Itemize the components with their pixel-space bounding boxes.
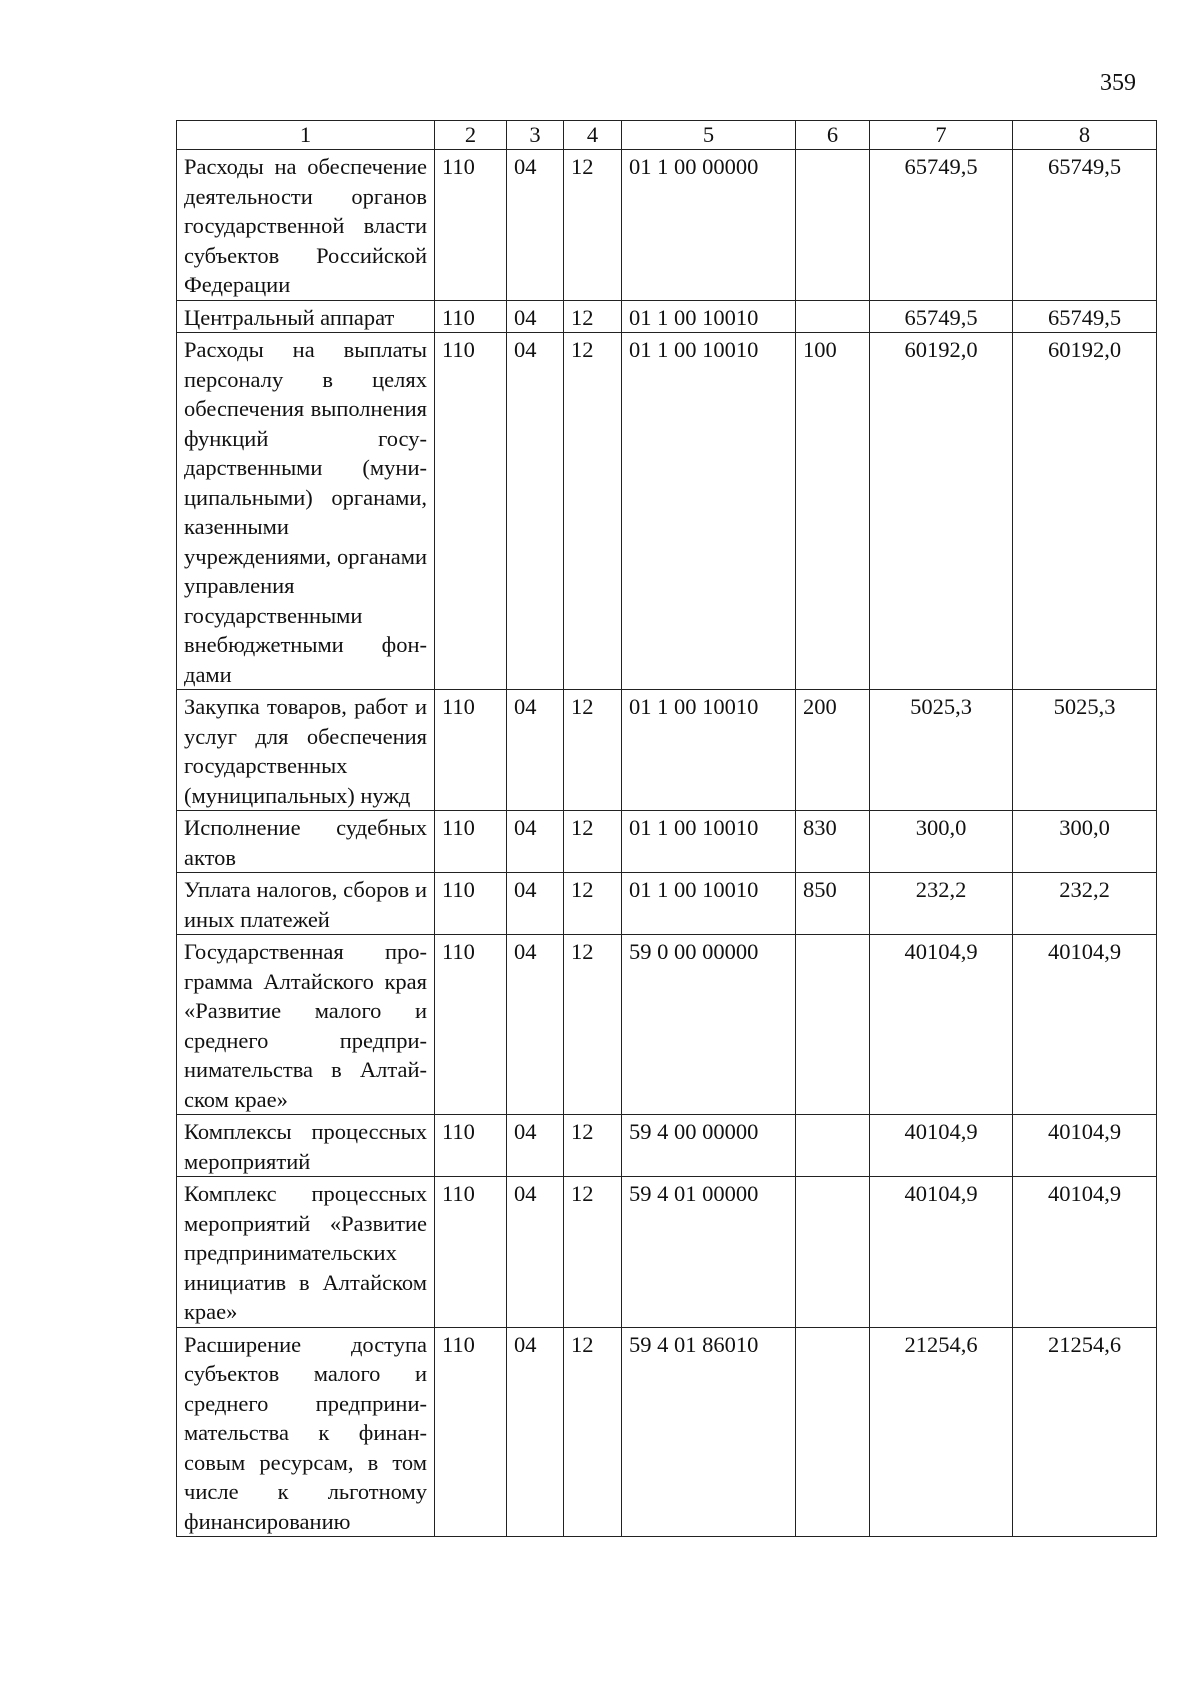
subsection-code: 12 xyxy=(564,935,622,1115)
section-code: 04 xyxy=(507,690,564,811)
expense-type-code xyxy=(796,1115,870,1177)
header-cell: 7 xyxy=(870,121,1013,150)
header-cell: 6 xyxy=(796,121,870,150)
amount-col-7: 40104,9 xyxy=(870,1177,1013,1328)
target-article-code: 01 1 00 10010 xyxy=(622,333,796,690)
expense-type-code xyxy=(796,1327,870,1537)
amount-col-8: 5025,3 xyxy=(1013,690,1157,811)
expense-type-code: 200 xyxy=(796,690,870,811)
ministry-code: 110 xyxy=(435,150,507,301)
subsection-code: 12 xyxy=(564,1115,622,1177)
amount-col-8: 232,2 xyxy=(1013,873,1157,935)
page-number: 359 xyxy=(1100,70,1136,96)
amount-col-8: 40104,9 xyxy=(1013,1115,1157,1177)
row-name: Центральный аппарат xyxy=(177,300,435,333)
target-article-code: 01 1 00 10010 xyxy=(622,690,796,811)
row-name: Уплата налогов, сборов и иных платежей xyxy=(177,873,435,935)
subsection-code: 12 xyxy=(564,333,622,690)
amount-col-7: 300,0 xyxy=(870,811,1013,873)
amount-col-8: 21254,6 xyxy=(1013,1327,1157,1537)
section-code: 04 xyxy=(507,935,564,1115)
subsection-code: 12 xyxy=(564,690,622,811)
amount-col-7: 40104,9 xyxy=(870,935,1013,1115)
ministry-code: 110 xyxy=(435,1327,507,1537)
budget-table xyxy=(176,120,1157,1537)
table-row xyxy=(177,1177,1157,1328)
amount-col-7: 21254,6 xyxy=(870,1327,1013,1537)
table-row xyxy=(177,150,1157,301)
expense-type-code: 100 xyxy=(796,333,870,690)
target-article-code: 01 1 00 10010 xyxy=(622,873,796,935)
ministry-code: 110 xyxy=(435,690,507,811)
section-code: 04 xyxy=(507,1115,564,1177)
target-article-code: 01 1 00 10010 xyxy=(622,811,796,873)
section-code: 04 xyxy=(507,1327,564,1537)
subsection-code: 12 xyxy=(564,1177,622,1328)
expense-type-code xyxy=(796,150,870,301)
header-cell: 8 xyxy=(1013,121,1157,150)
table-row xyxy=(177,811,1157,873)
header-cell: 3 xyxy=(507,121,564,150)
table-row xyxy=(177,1327,1157,1537)
target-article-code: 59 4 00 00000 xyxy=(622,1115,796,1177)
row-name: Исполнение судебных актов xyxy=(177,811,435,873)
amount-col-7: 65749,5 xyxy=(870,150,1013,301)
amount-col-7: 5025,3 xyxy=(870,690,1013,811)
row-name: Комплексы процессных мероприятий xyxy=(177,1115,435,1177)
amount-col-8: 40104,9 xyxy=(1013,935,1157,1115)
table-row xyxy=(177,935,1157,1115)
row-name: Государственная программа Алтайского края «Развитие малого и среднего предпринимательства в Алтайском крае» xyxy=(177,935,435,1115)
subsection-code: 12 xyxy=(564,150,622,301)
header-cell: 1 xyxy=(177,121,435,150)
table-row xyxy=(177,1115,1157,1177)
target-article-code: 01 1 00 10010 xyxy=(622,300,796,333)
subsection-code: 12 xyxy=(564,873,622,935)
header-cell: 5 xyxy=(622,121,796,150)
amount-col-7: 40104,9 xyxy=(870,1115,1013,1177)
section-code: 04 xyxy=(507,300,564,333)
amount-col-8: 40104,9 xyxy=(1013,1177,1157,1328)
expense-type-code xyxy=(796,1177,870,1328)
section-code: 04 xyxy=(507,1177,564,1328)
table-header-row xyxy=(177,121,1157,150)
ministry-code: 110 xyxy=(435,300,507,333)
subsection-code: 12 xyxy=(564,1327,622,1537)
table-row xyxy=(177,873,1157,935)
subsection-code: 12 xyxy=(564,811,622,873)
expense-type-code: 830 xyxy=(796,811,870,873)
section-code: 04 xyxy=(507,873,564,935)
ministry-code: 110 xyxy=(435,935,507,1115)
table-row xyxy=(177,300,1157,333)
row-name: Расширение доступа субъектов малого и среднего предпринимательства к финансовым ресурсам, в том числе к льготному финансированию xyxy=(177,1327,435,1537)
amount-col-7: 65749,5 xyxy=(870,300,1013,333)
ministry-code: 110 xyxy=(435,333,507,690)
expense-type-code xyxy=(796,935,870,1115)
amount-col-8: 60192,0 xyxy=(1013,333,1157,690)
target-article-code: 59 4 01 86010 xyxy=(622,1327,796,1537)
expense-type-code: 850 xyxy=(796,873,870,935)
amount-col-7: 232,2 xyxy=(870,873,1013,935)
amount-col-8: 300,0 xyxy=(1013,811,1157,873)
amount-col-8: 65749,5 xyxy=(1013,300,1157,333)
table-row xyxy=(177,690,1157,811)
expense-type-code xyxy=(796,300,870,333)
section-code: 04 xyxy=(507,150,564,301)
amount-col-8: 65749,5 xyxy=(1013,150,1157,301)
header-cell: 4 xyxy=(564,121,622,150)
amount-col-7: 60192,0 xyxy=(870,333,1013,690)
ministry-code: 110 xyxy=(435,1177,507,1328)
table-row xyxy=(177,333,1157,690)
ministry-code: 110 xyxy=(435,811,507,873)
row-name: Расходы на обеспечение деятельности органов государственной власти субъектов Российской Федерации xyxy=(177,150,435,301)
row-name: Комплекс процессных мероприятий «Развитие предпринимательских инициатив в Алтайском крае» xyxy=(177,1177,435,1328)
target-article-code: 01 1 00 00000 xyxy=(622,150,796,301)
section-code: 04 xyxy=(507,333,564,690)
row-name: Расходы на выплаты персоналу в целях обеспечения выполнения функций государственными (муниципальными) органами, казенными учреждениями, органами управления государственными внебюджетными фондами xyxy=(177,333,435,690)
row-name: Закупка товаров, работ и услуг для обеспечения государственных (муниципальных) нужд xyxy=(177,690,435,811)
subsection-code: 12 xyxy=(564,300,622,333)
header-cell: 2 xyxy=(435,121,507,150)
target-article-code: 59 4 01 00000 xyxy=(622,1177,796,1328)
ministry-code: 110 xyxy=(435,873,507,935)
ministry-code: 110 xyxy=(435,1115,507,1177)
section-code: 04 xyxy=(507,811,564,873)
target-article-code: 59 0 00 00000 xyxy=(622,935,796,1115)
